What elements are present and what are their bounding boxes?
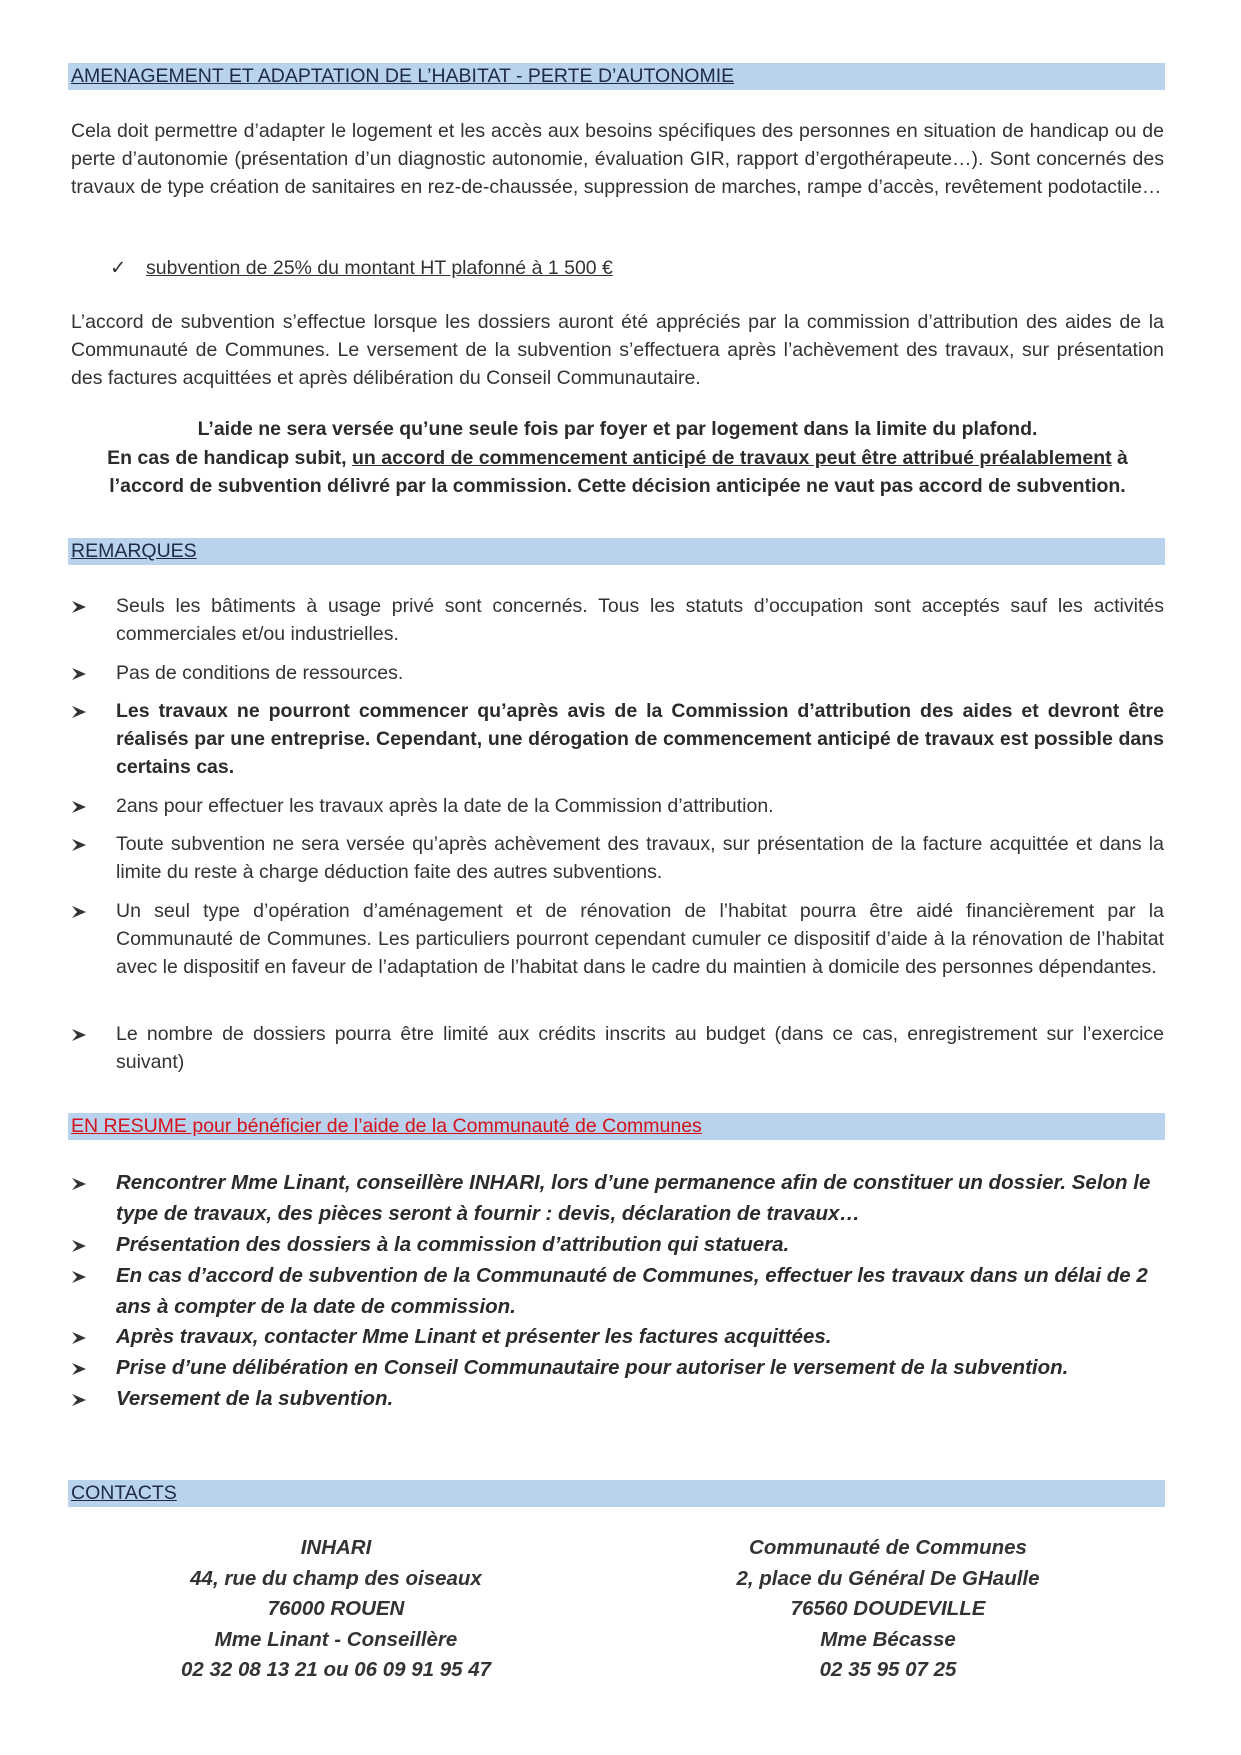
section-title-text: REMARQUES [71,540,197,562]
arrowhead-bullet-icon [71,1260,101,1291]
notice-line-2 [71,444,1164,473]
notice-line-1: L’aide ne sera versée qu’une seule fois par foyer et par logement dans la limite du plafond. [197,418,1038,440]
arrowhead-bullet-icon [71,1020,101,1048]
remark-text: Le nombre de dossiers pourra être limité aux crédits inscrits au budget (dans ce cas, enregistrement sur l’exercice suivant) [116,1023,1164,1073]
step-text: Versement de la subvention. [116,1387,394,1410]
notice-line-2-suffix: à [1111,447,1128,469]
contact-street: 44, rue du champ des oiseaux [190,1566,482,1590]
remark-text: Les travaux ne pourront commencer qu’après avis de la Commission d’attribution des aides et devront être réalisés par une entreprise. Cependant, une dérogation de commencement anticipé de travaux est possible dans certains cas. [116,700,1164,778]
contact-name: INHARI [300,1536,372,1559]
remark-item [71,659,1164,687]
arrowhead-bullet-icon [71,1352,101,1383]
notice-line-2-underlined: un accord de commencement anticipé de travaux peut être attribué préalablement [351,447,1112,469]
arrowhead-bullet-icon [71,1229,101,1260]
subsidy-check-item [110,254,613,282]
section-title-text: EN RESUME pour bénéficier de l’aide de la Communauté de Communes [71,1115,702,1137]
step-item [71,1321,1164,1352]
subsidy-agreement-paragraph: L’accord de subvention s’effectue lorsque les dossiers auront été appréciés par la commission d’attribution des aides de la Communauté de Communes. Le versement de la subvention s’effectuera après l’achèvement des travaux, sur présentation des factures acquittées et après délibération du Conseil Communautaire. [71,311,1164,389]
contact-city: 76000 ROUEN [267,1597,405,1620]
arrowhead-bullet-icon [71,897,101,925]
remark-text: Toute subvention ne sera versée qu’après achèvement des travaux, sur présentation de la facture acquittée et dans la limite du reste à charge déduction faite des autres subventions. [116,833,1164,883]
contact-communaute [668,1533,1108,1686]
section-title-remarques [68,538,1165,565]
step-item [71,1229,1164,1260]
remark-text: Pas de conditions de ressources. [116,662,404,684]
section-title-resume [68,1113,1165,1140]
contact-person: Mme Bécasse [820,1627,956,1651]
step-text: Présentation des dossiers à la commission d’attribution qui statuera. [116,1233,790,1256]
section-title-text: CONTACTS [71,1482,177,1504]
remark-text: 2ans pour effectuer les travaux après la date de la Commission d’attribution. [116,795,774,817]
contact-person: Mme Linant - Conseillère [214,1627,458,1651]
section-title-contacts [68,1480,1165,1507]
notice-line-2-prefix: En cas de handicap subit, [107,447,352,469]
step-text: Après travaux, contacter Mme Linant et présenter les factures acquittées. [116,1325,832,1348]
step-text: Rencontrer Mme Linant, conseillère INHARI, lors d’une permanence afin de constituer un dossier. Selon le type de travaux, des pièces seront à fournir : devis, déclaration de travaux… [116,1171,1151,1225]
remark-text: Seuls les bâtiments à usage privé sont concernés. Tous les statuts d’occupation sont acceptés sauf les activités commerciales et/ou industrielles. [116,595,1164,645]
step-item [71,1383,1164,1414]
subsidy-text: subvention de 25% du montant HT plafonné à 1 500 € [146,257,613,279]
remark-text: Un seul type d’opération d’aménagement et de rénovation de l’habitat pourra être aidé financièrement par la Communauté de Communes. Les particuliers pourront cependant cumuler ce dispositif d’aide à la rénovation de l’habitat avec le dispositif en faveur de l’adaptation de l’habitat dans le cadre du maintien à domicile des personnes dépendantes. [116,900,1164,978]
step-item [71,1167,1164,1229]
contact-inhari [116,1533,556,1686]
arrowhead-bullet-icon [71,592,101,620]
contact-name: Communauté de Communes [749,1536,1027,1559]
remark-item [71,830,1164,886]
contact-street: 2, place du Général De GHaulle [736,1566,1040,1590]
arrowhead-bullet-icon [71,830,101,858]
step-text: En cas d’accord de subvention de la Communauté de Communes, effectuer les travaux dans un délai de 2 ans à compter de la date de commission. [116,1264,1148,1318]
step-text: Prise d’une délibération en Conseil Communautaire pour autoriser le versement de la subvention. [116,1356,1069,1379]
checkmark-icon: ✓ [110,257,127,279]
contact-city: 76560 DOUDEVILLE [790,1597,986,1620]
remark-item [71,1020,1164,1076]
arrowhead-bullet-icon [71,1167,101,1198]
remark-item [71,792,1164,820]
contact-phone: 02 32 08 13 21 ou 06 09 91 95 47 [180,1658,492,1681]
arrowhead-bullet-icon [71,697,101,725]
step-item [71,1352,1164,1383]
step-item [71,1260,1164,1322]
contact-phone: 02 35 95 07 25 [819,1658,957,1681]
arrowhead-bullet-icon [71,792,101,820]
arrowhead-bullet-icon [71,1321,101,1352]
section-title-amenagement [68,63,1165,90]
arrowhead-bullet-icon [71,659,101,687]
notice-line-3: l’accord de subvention délivré par la commission. Cette décision anticipée ne vaut pas accord de subvention. [109,475,1126,497]
arrowhead-bullet-icon [71,1383,101,1414]
remark-item [71,697,1164,781]
intro-paragraph: Cela doit permettre d’adapter le logement et les accès aux besoins spécifiques des personnes en situation de handicap ou de perte d’autonomie (présentation d’un diagnostic autonomie, évaluation GIR, rapport d’ergothérapeute…). Sont concernés des travaux de type création de sanitaires en rez-de-chaussée, suppression de marches, rampe d’accès, revêtement podotactile… [71,120,1164,198]
remark-item [71,592,1164,648]
remark-item [71,897,1164,981]
section-title-text: AMENAGEMENT ET ADAPTATION DE L’HABITAT - PERTE D’AUTONOMIE [71,65,735,87]
